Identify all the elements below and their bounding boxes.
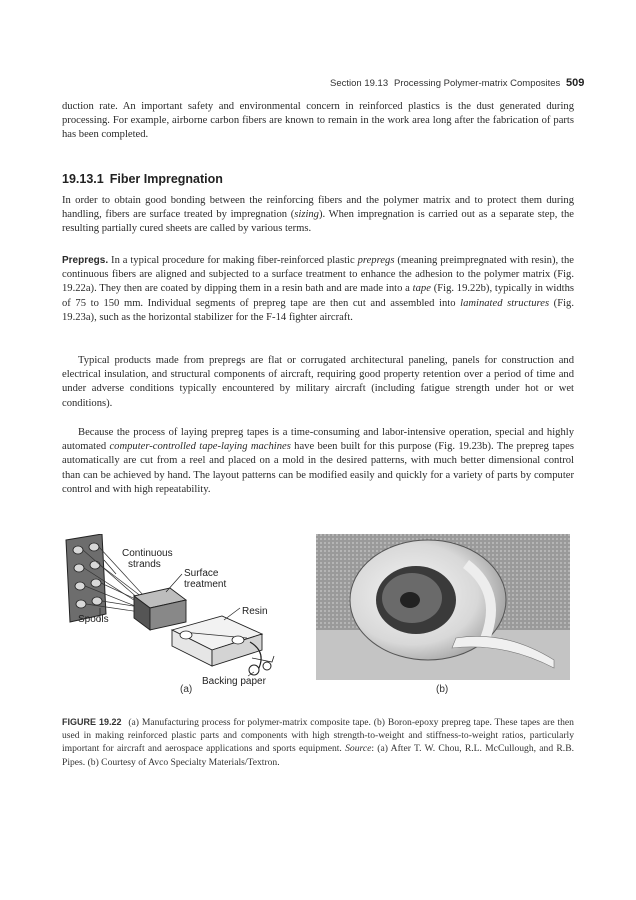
p1-text-2: ). When impregnation is carried out as a separate step, the resulting partially cured sheets are called by various terms. bbox=[62, 209, 575, 235]
label-backing-paper: Backing paper bbox=[202, 676, 266, 687]
paragraph-products bbox=[62, 354, 574, 411]
term-prepregs: prepregs bbox=[357, 255, 395, 266]
p4-text-1: Because the process of laying prepreg tapes is a time-consuming and labor-intensive operation, special and highly automated bbox=[62, 427, 574, 453]
label-continuous-line2: strands bbox=[128, 559, 161, 570]
p2-text-2: (meaning preimpregnated with resin), the continuous fibers are aligned and subjected to a surface treatment to enhance the adhesion to the polymer matrix (Fig. 19.22a). They then are coated by dipping them in a resin bath and are made into a bbox=[62, 255, 574, 295]
p1-text-1: In order to obtain good bonding between the reinforcing fibers and the polymer matrix and to protect them during handling, fibers are surface treated by impregnation ( bbox=[62, 195, 574, 221]
label-continuous-line1: Continuous bbox=[122, 548, 173, 559]
caption-text-2: : (a) After T. W. Chou, R.L. McCullough, and R.B. Pipes. (b) Courtesy of Avco Specialty Materials/Textron. bbox=[62, 743, 574, 768]
intro-paragraph bbox=[62, 100, 574, 143]
figure-caption bbox=[62, 716, 574, 769]
label-surface-line1: Surface bbox=[184, 568, 219, 579]
p3-text: Typical products made from prepregs are flat or corrugated architectural paneling, panels for construction and electrical insulation, and structural components of aircraft, requiring good property retention over a period of time and under adverse conditions typically encountered by military aircraft (including fatigue strength under hot or wet conditions). bbox=[62, 355, 574, 409]
caption-figure-label: FIGURE 19.22 bbox=[62, 717, 122, 727]
caption-text-1: (a) Manufacturing process for polymer-matrix composite tape. (b) Boron-epoxy prepreg tape. These tapes are then used in making reinforced plastic parts and components with high strength-to-weight and stiffness-to-weight ratios, particularly important for aircraft and aerospace applications and sports equipment. bbox=[62, 717, 574, 755]
heading-number: 19.13.1 bbox=[62, 172, 104, 186]
label-surface-line2: treatment bbox=[184, 579, 227, 590]
caption-source-label: Source bbox=[345, 743, 372, 755]
figure-a-process-diagram bbox=[62, 534, 302, 694]
prepregs-lead: Prepregs. bbox=[62, 255, 109, 266]
surface-treatment-unit bbox=[134, 588, 186, 630]
figure-b-prepreg-tape-photo bbox=[316, 534, 570, 680]
section-number: Section 19.13 bbox=[330, 78, 389, 89]
paragraph-prepregs bbox=[62, 254, 574, 325]
page-number: 509 bbox=[566, 77, 585, 89]
subfigure-label-a: (a) bbox=[180, 684, 193, 695]
p4-text-2: have been built for this purpose (Fig. 19.23b). The prepreg tapes automatically are cut from a reel and placed on a mold in the desired patterns, with much better dimensional control than can be achieved by hand. The layout patterns can be modified easily and quickly for a variety of parts by computer control and with high repeatability. bbox=[62, 441, 574, 495]
section-title: Processing Polymer-matrix Composites bbox=[394, 78, 561, 89]
paragraph-tape-laying bbox=[62, 426, 574, 497]
running-header bbox=[0, 78, 636, 92]
p2-text-4: (Fig. 19.23a), such as the horizontal stabilizer for the F-14 fighter aircraft. bbox=[62, 297, 574, 323]
term-tape: tape bbox=[412, 283, 431, 295]
label-resin: Resin bbox=[242, 606, 268, 617]
p2-text-3: (Fig. 19.22b), typically in widths of 75 to 150 mm. Individual segments of prepreg tape are then cut and assembled into bbox=[62, 283, 575, 309]
subfigure-label-b: (b) bbox=[436, 684, 449, 695]
section-heading bbox=[62, 172, 223, 186]
term-tape-laying-machines: computer-controlled tape-laying machines bbox=[109, 441, 291, 453]
paragraph-impregnation bbox=[62, 194, 574, 237]
heading-title: Fiber Impregnation bbox=[109, 172, 223, 186]
term-sizing: sizing bbox=[294, 209, 319, 221]
intro-text: duction rate. An important safety and environmental concern in reinforced plastics is the dust generated during processing. For example, airborne carbon fibers are known to remain in the work area long after the fabrication of parts has been completed. bbox=[62, 101, 574, 141]
label-spools: Spools bbox=[78, 614, 109, 625]
resin-bath bbox=[172, 616, 262, 666]
term-laminated-structures: laminated structures bbox=[460, 297, 550, 309]
p2-text-1: In a typical procedure for making fiber-reinforced plastic bbox=[108, 255, 358, 266]
